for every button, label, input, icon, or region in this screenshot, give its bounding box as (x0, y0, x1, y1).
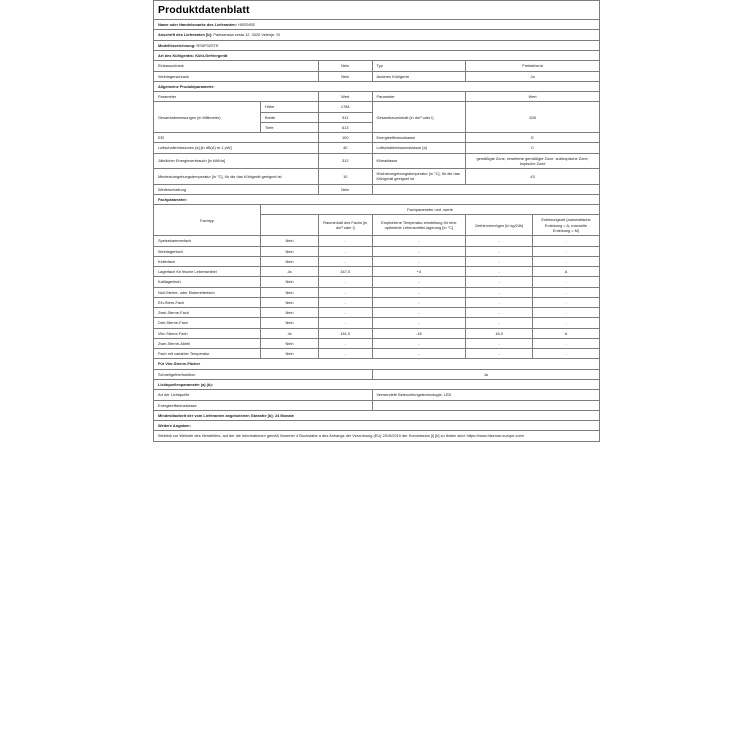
compartment-freezing: - (466, 308, 533, 318)
compartments-section-row (154, 194, 600, 204)
compartment-present: Nein (261, 287, 319, 297)
four-star-section-title: Für Vier-Sterne-Fächer (154, 359, 600, 369)
supplier-name-value: HISENSE (238, 22, 256, 28)
table-row (154, 349, 600, 359)
further-text-row (154, 431, 600, 441)
compartment-defrost: - (533, 277, 600, 287)
compartment-defrost: - (533, 308, 600, 318)
energy-class-value: E (466, 133, 600, 143)
compartment-temp: - (372, 277, 466, 287)
compartment-temp: - (372, 246, 466, 256)
table-row (154, 297, 600, 307)
light-source-class-value (372, 400, 599, 410)
table-row (154, 277, 600, 287)
compartment-freezing: - (466, 338, 533, 348)
compartment-freezing: - (466, 267, 533, 277)
compartment-type: Kellerfach (154, 256, 261, 266)
min-temp-label: Mindestumgebungstemperatur [in °C], für die das Kühlgerät geeignet ist (154, 169, 319, 185)
max-temp-value: 43 (466, 169, 600, 185)
compartment-defrost: - (533, 338, 600, 348)
supplier-name-label: Name oder Handelsmarke des Lieferanten: (158, 22, 237, 28)
compartment-volume: - (319, 338, 373, 348)
table-row (154, 246, 600, 256)
dimension-value-height: 1784 (319, 102, 373, 112)
compartment-volume: - (319, 318, 373, 328)
dimensions-label: Gesamtabmessungen (in Millimeter) (154, 102, 261, 133)
compartment-freezing-header: Gefriervermögen [in kg/24h] (466, 215, 533, 236)
compartment-freezing: - (466, 287, 533, 297)
compartment-volume: - (319, 277, 373, 287)
compartment-temp: - (372, 318, 466, 328)
warranty-value: 24 Monate (274, 412, 294, 418)
winter-setting-value: Nein (319, 184, 373, 194)
compartments-section-title: Fachparameter: (154, 194, 600, 204)
wine-cabinet-label: Weinlagerschrank (154, 71, 319, 81)
compartment-volume: 347,0 (319, 267, 373, 277)
compartment-defrost: - (533, 236, 600, 246)
builtin-label: Einbauschrank (154, 61, 319, 71)
compartment-defrost-header: Enteisungsart (automatische Enteisung = A, manuelle Enteisung = M) (533, 215, 600, 236)
general-section-title: Allgemeine Produktparameter: (154, 81, 600, 91)
header-value-left: Wert (319, 92, 373, 102)
compartment-present: Nein (261, 236, 319, 246)
min-temp-value: 10 (319, 169, 373, 185)
wine-cabinet-value: Nein (319, 71, 373, 81)
supplier-name-cell (154, 20, 600, 30)
compartment-type: Speisekammerfach (154, 236, 261, 246)
header-parameter-left: Parameter (154, 92, 319, 102)
compartment-volume: - (319, 246, 373, 256)
ambient-temp-row (154, 169, 600, 185)
winter-setting-label: Winterschaltung (154, 184, 319, 194)
table-row (154, 338, 600, 348)
dimension-row-height (154, 102, 600, 112)
compartment-type: Drei-Sterne-Fach (154, 318, 261, 328)
table-row (154, 308, 600, 318)
fast-freeze-label: Schnellgefrierfunktion (154, 369, 373, 379)
model-cell (154, 40, 600, 50)
compartment-temp-header: Empfohlene Temperatur-einstellung für eine optimierte Lebensmittel-lagerung [in °C] (372, 215, 466, 236)
type-row-wine (154, 71, 600, 81)
appliance-type-label: Art des Kühlgeräts: (158, 52, 195, 58)
supplier-address-value: Partizanska cesta 12, 3320 Velenje, SI (213, 32, 280, 38)
general-section-row (154, 81, 600, 91)
compartment-type: Ein-Stern-Fach (154, 297, 261, 307)
compartment-type: Null-Sterne- oder Eisbereiterfach (154, 287, 261, 297)
compartment-volume: - (319, 256, 373, 266)
compartment-type-header: Fachtyp (154, 205, 261, 236)
compartment-present-header (261, 215, 319, 236)
annual-energy-label: Jährlicher Energieverbrauch [in kWh/a] (154, 153, 319, 169)
compartment-type: Vier-Sterne-Fach (154, 328, 261, 338)
compartment-freezing: - (466, 246, 533, 256)
compartment-temp: - (372, 287, 466, 297)
compartment-freezing: - (466, 277, 533, 287)
fast-freeze-row (154, 369, 600, 379)
compartment-defrost: - (533, 246, 600, 256)
noise-value: 40 (319, 143, 373, 153)
compartment-type: Weinlagerfach (154, 246, 261, 256)
appliance-type-value: Kühl-Gefriergerät (195, 52, 228, 58)
further-section-title: Weitere Angaben: (154, 421, 600, 431)
other-appliance-label: Anderes Kühlgerät (372, 71, 466, 81)
compartment-temp: -18 (372, 328, 466, 338)
table-row (154, 318, 600, 328)
annual-energy-value: 312 (319, 153, 373, 169)
compartment-volume: - (319, 236, 373, 246)
appliance-type-cell (154, 50, 600, 60)
compartment-values-header: Fachparameter und -werte (261, 205, 600, 215)
compartment-freezing: - (466, 297, 533, 307)
total-volume-label: Gesamtrauminhalt (in dm³ oder l) (372, 102, 466, 133)
table-row (154, 267, 600, 277)
max-temp-label: Höchstumgebungstemperatur [in °C], für die das Kühlgerät geeignet ist (372, 169, 466, 185)
compartment-present: Nein (261, 277, 319, 287)
product-fiche-sheet (153, 0, 600, 736)
fast-freeze-value: Ja (372, 369, 599, 379)
compartment-volume: - (319, 349, 373, 359)
annual-energy-row (154, 153, 600, 169)
compartment-defrost: - (533, 318, 600, 328)
builtin-value: Nein (319, 61, 373, 71)
dimension-value-depth: 613 (319, 122, 373, 132)
table-row (154, 328, 600, 338)
compartment-present: Nein (261, 318, 319, 328)
total-volume-value: 528 (466, 102, 600, 133)
page-title: Produktdatenblatt (158, 4, 250, 16)
winter-setting-empty (372, 184, 599, 194)
light-source-type-label: Art der Lichtquelle (154, 390, 373, 400)
warranty-cell (154, 410, 600, 420)
supplier-address-label: Anschrift des Lieferanten [b]: (158, 32, 213, 38)
compartment-temp: +4 (372, 267, 466, 277)
noise-row (154, 143, 600, 153)
compartment-volume: - (319, 308, 373, 318)
noise-label: Luftschallemissionen [a] [in dB(A) re 1 pW] (154, 143, 319, 153)
table-row (154, 256, 600, 266)
climate-class-value: gemäßigte Zone, erweiterte gemäßigte Zone, subtropische Zone, tropische Zone (466, 153, 600, 169)
other-appliance-value: Ja (466, 71, 600, 81)
compartment-present: Nein (261, 349, 319, 359)
appliance-type-row (154, 50, 600, 60)
further-text: Weblink zur Website des Herstellers, auf der die Informationen gemäß Nummer 4 Buchstabe a des Anhangs der Verordnung (EU) 2019/2019 der Kommission [i] [b] zu finden sind: https://www.hisense-europe.com/ (154, 431, 600, 441)
dimension-name-height: Höhe (261, 102, 319, 112)
light-source-section-title: Lichtquellenparameter (a) (b): (154, 380, 600, 390)
compartment-temp: - (372, 297, 466, 307)
compartment-present: Nein (261, 246, 319, 256)
compartment-present: Nein (261, 297, 319, 307)
supplier-name-row (154, 20, 600, 30)
compartment-present: Ja (261, 328, 319, 338)
light-source-class-label: Energieeffizienzklasse (154, 400, 373, 410)
light-source-type-row (154, 390, 600, 400)
light-source-section-row (154, 380, 600, 390)
compartment-defrost: - (533, 287, 600, 297)
noise-class-label: Luftschallemissionsklasse [a] (372, 143, 466, 153)
dimension-value-width: 911 (319, 112, 373, 122)
compartment-temp: - (372, 256, 466, 266)
compartment-volume: - (319, 297, 373, 307)
table-row (154, 236, 600, 246)
compartment-present: Nein (261, 308, 319, 318)
model-row (154, 40, 600, 50)
header-value-right: Wert (466, 92, 600, 102)
compartment-freezing: 16,0 (466, 328, 533, 338)
compartment-defrost: A (533, 328, 600, 338)
compartments-group-header-row (154, 205, 600, 215)
compartment-freezing: - (466, 256, 533, 266)
compartment-freezing: - (466, 236, 533, 246)
compartment-present: Nein (261, 338, 319, 348)
compartment-volume: - (319, 287, 373, 297)
compartment-defrost: - (533, 297, 600, 307)
compartment-temp: - (372, 349, 466, 359)
type-label: Typ (372, 61, 466, 71)
climate-class-label: Klimaklasse (372, 153, 466, 169)
compartment-defrost: A (533, 267, 600, 277)
supplier-address-row (154, 30, 600, 40)
warranty-label: Mindestlaufzeit der vom Lieferanten angebotenen Garantie [b]: (158, 412, 274, 418)
four-star-section-row (154, 359, 600, 369)
compartment-freezing: - (466, 318, 533, 328)
model-label: Modellbezeichnung: (158, 42, 196, 48)
supplier-address-cell (154, 30, 600, 40)
winter-setting-row (154, 184, 600, 194)
compartment-defrost: - (533, 256, 600, 266)
general-header-row (154, 92, 600, 102)
further-section-row (154, 421, 600, 431)
dimension-name-width: Breite (261, 112, 319, 122)
compartment-type: Kaltlagerfach (154, 277, 261, 287)
type-row-builtin (154, 61, 600, 71)
compartment-volume-header: Rauminhalt des Fachs [in dm³ oder l] (319, 215, 373, 236)
compartment-type: Zwei-Sterne-Abteil (154, 338, 261, 348)
compartment-defrost: - (533, 349, 600, 359)
compartment-temp: - (372, 236, 466, 246)
compartment-temp: - (372, 338, 466, 348)
compartment-type: Fach mit variabler Temperatur (154, 349, 261, 359)
model-value: RS5P32STE (196, 42, 219, 48)
title-row (154, 1, 600, 20)
eei-value: 100 (319, 133, 373, 143)
eei-label: EEI (154, 133, 319, 143)
light-source-class-row (154, 400, 600, 410)
compartment-type: Zwei-Sterne-Fach (154, 308, 261, 318)
compartment-present: Nein (261, 256, 319, 266)
noise-class-value: C (466, 143, 600, 153)
dimension-name-depth: Tiefe (261, 122, 319, 132)
light-source-type-value: Verwendete Beleuchtungstechnologie: LED (372, 390, 599, 400)
energy-class-label: Energieeffizienzklasse (372, 133, 466, 143)
compartment-freezing: - (466, 349, 533, 359)
title-cell (154, 1, 600, 20)
compartment-temp: - (372, 308, 466, 318)
product-fiche-table (153, 0, 600, 442)
eei-row (154, 133, 600, 143)
table-row (154, 287, 600, 297)
header-parameter-right: Parameter (372, 92, 466, 102)
type-value: Freistehend (466, 61, 600, 71)
compartment-type: Lagerfach für frische Lebensmittel (154, 267, 261, 277)
warranty-row (154, 410, 600, 420)
compartment-volume: 181,0 (319, 328, 373, 338)
compartment-present: Ja (261, 267, 319, 277)
